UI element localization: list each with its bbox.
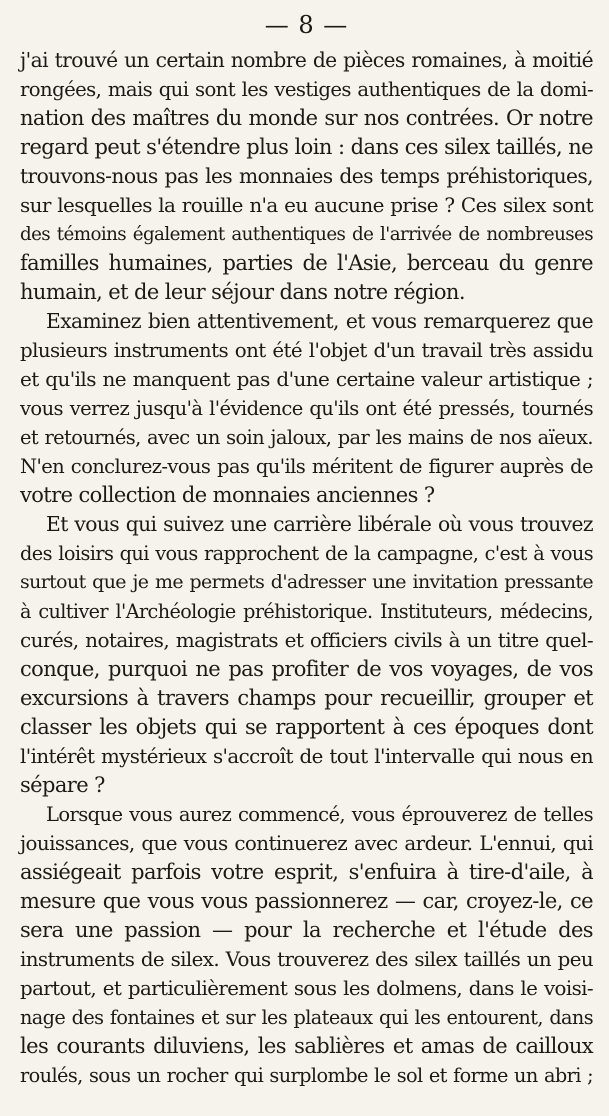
text-line: N'en conclurez-vous pas qu'ils méritent de figurer auprès de bbox=[20, 455, 593, 478]
paragraph bbox=[20, 800, 593, 1090]
text-line: instruments de silex. Vous trouverez des silex taillés un peu bbox=[20, 948, 593, 971]
text-line: Lorsque vous aurez commencé, vous éprouverez de telles bbox=[46, 803, 593, 826]
text-line: curés, notaires, magistrats et officiers civils à un titre quel- bbox=[20, 628, 593, 652]
text-line: rongées, mais qui sont les vestiges authentiques de la domi- bbox=[20, 78, 593, 101]
paragraph bbox=[20, 46, 593, 307]
text-line: partout, et particulièrement sous les dolmens, dans le voisi- bbox=[20, 977, 593, 1000]
text-line: mesure que vous vous passionnerez — car, croyez-le, ce bbox=[20, 889, 593, 913]
text-line: et qu'ils ne manquent pas d'une certaine valeur artistique ; bbox=[20, 367, 593, 391]
text-line: les courants diluviens, les sablières et amas de cailloux bbox=[20, 1034, 593, 1058]
body-text bbox=[20, 46, 593, 1090]
text-line: trouvons-nous pas les monnaies des temps préhistoriques, bbox=[20, 164, 593, 188]
text-line: des témoins également authentiques de l'arrivée de nombreuses bbox=[20, 224, 593, 245]
text-line: sera une passion — pour la recherche et l'étude des bbox=[20, 918, 593, 942]
text-line: humain, et de leur séjour dans notre région. bbox=[20, 280, 465, 304]
text-line: excursions à travers champs pour recueillir, grouper et bbox=[20, 686, 593, 710]
text-line: regard peut s'étendre plus loin : dans ces silex taillés, ne bbox=[20, 135, 593, 159]
text-line: Et vous qui suivez une carrière libérale où vous trouvez bbox=[46, 512, 593, 536]
text-line: jouissances, que vous continuerez avec ardeur. L'ennui, qui bbox=[20, 832, 593, 855]
text-line: Examinez bien attentivement, et vous remarquerez que bbox=[46, 309, 593, 333]
text-line: à cultiver l'Archéologie préhistorique. Instituteurs, médecins, bbox=[20, 600, 593, 623]
text-line: sur lesquelles la rouille n'a eu aucune prise ? Ces silex sont bbox=[20, 193, 593, 217]
text-line: familles humaines, parties de l'Asie, berceau du genre bbox=[20, 251, 593, 275]
text-line: l'intérêt mystérieux s'accroît de tout l'intervalle qui nous en bbox=[20, 745, 593, 768]
text-line: plusieurs instruments ont été l'objet d'un travail très assidu bbox=[20, 339, 593, 362]
text-line: sépare ? bbox=[20, 773, 105, 797]
text-line: j'ai trouvé un certain nombre de pièces romaines, à moitié bbox=[20, 48, 593, 72]
text-line: nation des maîtres du monde sur nos contrées. Or notre bbox=[20, 106, 593, 130]
text-line: vous verrez jusqu'à l'évidence qu'ils ont été pressés, tournés bbox=[20, 397, 593, 420]
paragraph bbox=[20, 510, 593, 800]
text-line: surtout que je me permets d'adresser une invitation pressante bbox=[20, 571, 593, 593]
page-number: — 8 — bbox=[264, 11, 349, 39]
text-line: assiégeait parfois votre esprit, s'enfuira à tire-d'aile, à bbox=[20, 860, 593, 884]
text-line: classer les objets qui se rapportent à ces époques dont bbox=[20, 715, 593, 739]
text-line: roulés, sous un rocher qui surplombe le sol et forme un abri ; bbox=[20, 1064, 593, 1087]
text-line: des loisirs qui vous rapprochent de la campagne, c'est à vous bbox=[20, 542, 593, 565]
text-line: votre collection de monnaies anciennes ? bbox=[20, 483, 435, 507]
text-line: conque, purquoi ne pas profiter de vos voyages, de vos bbox=[20, 657, 593, 681]
text-line: et retournés, avec un soin jaloux, par les mains de nos aïeux. bbox=[20, 426, 593, 449]
text-line: nage des fontaines et sur les plateaux qui les entourent, dans bbox=[20, 1006, 593, 1029]
paragraph bbox=[20, 307, 593, 510]
